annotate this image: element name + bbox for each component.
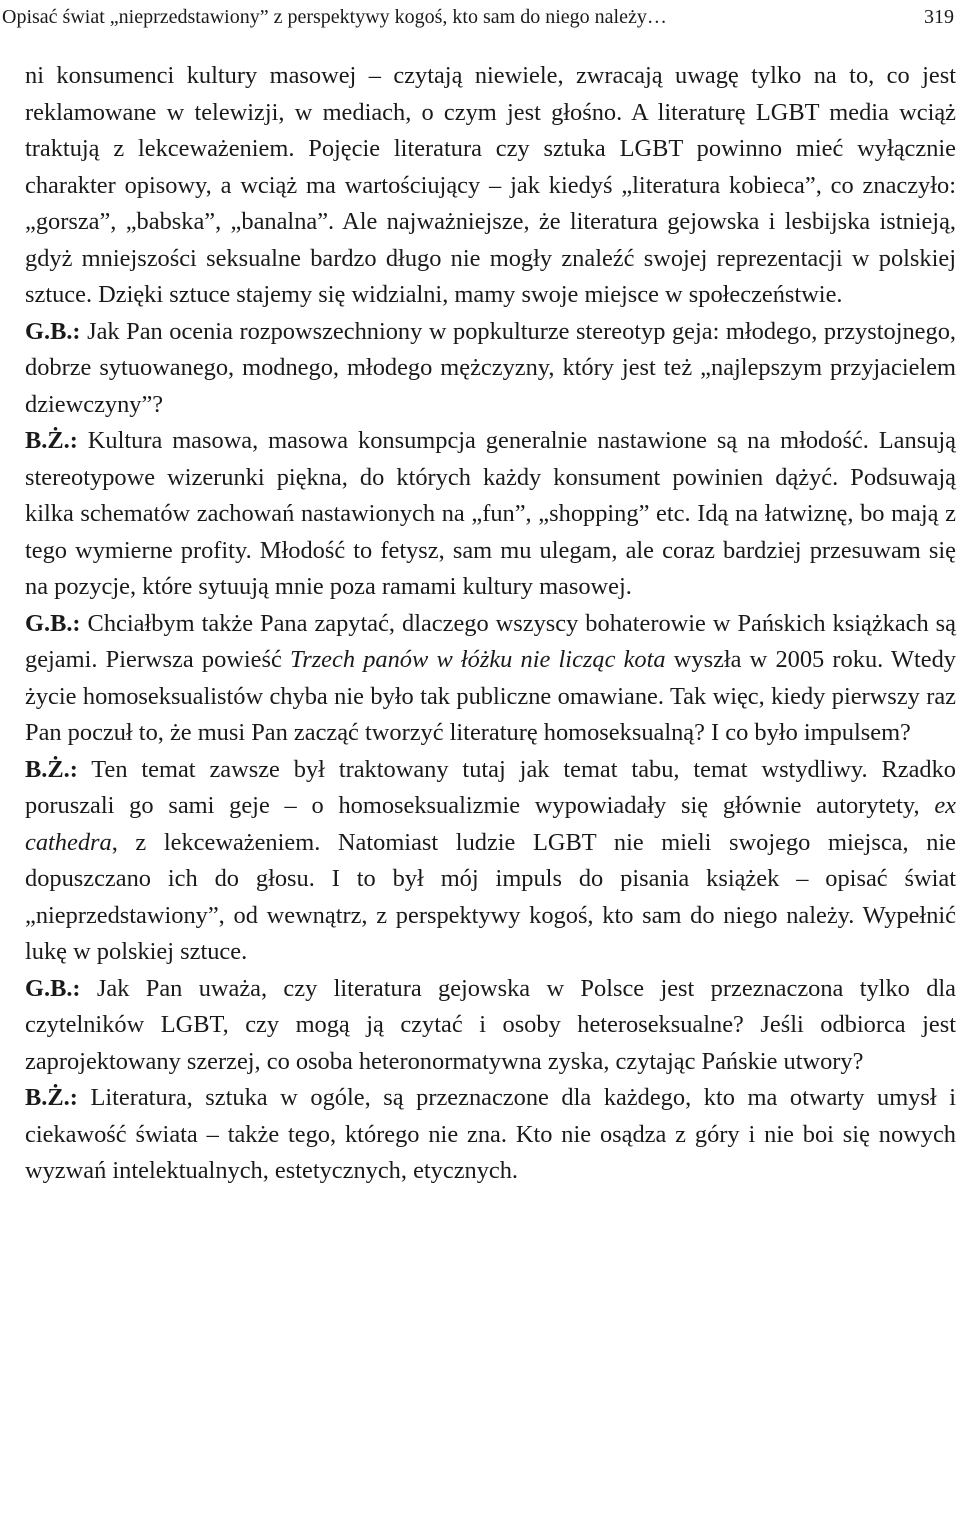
- page-number: 319: [924, 6, 954, 28]
- speaker-label-interviewer: G.B.:: [25, 317, 81, 345]
- paragraph-text: wyszła w 2005 roku. Wtedy życie homoseksualistów chyba nie było tak publiczne omawiane. Tak więc, kiedy pierwszy raz Pan poczuł to, że musi Pan zacząć tworzyć literaturę homoseksualną? I co było impulsem?: [25, 646, 956, 746]
- running-header-title: Opisać świat „nieprzedstawiony” z perspektywy kogoś, kto sam do niego należy…: [2, 6, 667, 28]
- interview-question: [25, 314, 956, 424]
- paragraph-continuation: [25, 58, 956, 314]
- paragraph-text: ni konsumenci kultury masowej – czytają niewiele, zwracają uwagę tylko na to, co jest reklamowane w telewizji, w mediach, o czym jest głośno. A literaturę LGBT media wciąż traktują z lekceważeniem. Pojęcie literatura czy sztuka LGBT powinno mieć wyłącznie charakter opisowy, a wciąż ma wartościujący – jak kiedyś „literatura kobieca”, co znaczyło: „gorsza”, „babska”, „banalna”. Ale najważniejsze, że literatura gejowska i lesbijska istnieją, gdyż mniejszości seksualne bardzo długo nie mogły znaleźć swojej reprezentacji w polskiej sztuce. Dzięki sztuce stajemy się widzialni, mamy swoje miejsce w społeczeństwie.: [25, 62, 956, 308]
- book-title: Trzech panów w łóżku nie licząc kota: [289, 646, 666, 673]
- speaker-label-author: B.Ż.:: [25, 1084, 78, 1111]
- interview-answer: [25, 752, 956, 971]
- paragraph-text: , z lekceważeniem. Natomiast ludzie LGBT nie mieli swojego miejsca, nie dopuszczano ich do głosu. I to był mój impuls do pisania książek – opisać świat „nieprzedstawiony”, od wewnątrz, z perspektywy kogoś, kto sam do niego należy. Wypełnić lukę w polskiej sztuce.: [25, 828, 956, 965]
- speaker-label-interviewer: G.B.:: [25, 974, 81, 1002]
- running-header: [0, 2, 960, 32]
- interview-answer: [25, 1080, 956, 1190]
- speaker-label-interviewer: G.B.:: [25, 609, 81, 637]
- paragraph-text: Jak Pan uważa, czy literatura gejowska w Polsce jest przeznaczona tylko dla czytelników LGBT, czy mogą ją czytać i osoby heteroseksualne? Jeśli odbiorca jest zaprojektowany szerzej, co osoba heteronormatywna zyska, czytając Pańskie utwory?: [25, 974, 956, 1075]
- speaker-label-author: B.Ż.:: [25, 755, 78, 783]
- paragraph-text: Chciałbym także Pana zapytać, dlaczego wszyscy bohaterowie w Pańskich książkach są gejami. Pierwsza powieść: [25, 609, 956, 673]
- interview-answer: [25, 423, 956, 606]
- paragraph-text: Jak Pan ocenia rozpowszechniony w popkulturze stereotyp geja: młodego, przystojnego, dobrze sytuowanego, modnego, młodego mężczyzny, który jest też „najlepszym przyjacielem dziewczyny”?: [25, 317, 956, 418]
- paragraph-text: Ten temat zawsze był traktowany tutaj jak temat tabu, temat wstydliwy. Rzadko poruszali go sami geje – o homoseksualizmie wypowiadały się głównie autorytety,: [25, 755, 956, 819]
- paragraph-text: Literatura, sztuka w ogóle, są przeznaczone dla każdego, kto ma otwarty umysł i ciekawość świata – także tego, którego nie zna. Kto nie osądza z góry i nie boi się nowych wyzwań intelektualnych, estetycznych, etycznych.: [25, 1084, 956, 1184]
- latin-phrase: ex cathedra: [25, 792, 956, 856]
- interview-question: [25, 971, 956, 1081]
- interview-question: [25, 606, 956, 752]
- speaker-label-author: B.Ż.:: [25, 427, 78, 454]
- article-body: [25, 58, 956, 1190]
- paragraph-text: Kultura masowa, masowa konsumpcja generalnie nastawione są na młodość. Lansują stereotypowe wizerunki piękna, do których każdy konsument powinien dążyć. Podsuwają kilka schematów zachowań nastawionych na „fun”, „shopping” etc. Idą na łatwiznę, bo mają z tego wymierne profity. Młodość to fetysz, sam mu ulegam, ale coraz bardziej przesuwam się na pozycje, które sytuują mnie poza ramami kultury masowej.: [25, 427, 956, 600]
